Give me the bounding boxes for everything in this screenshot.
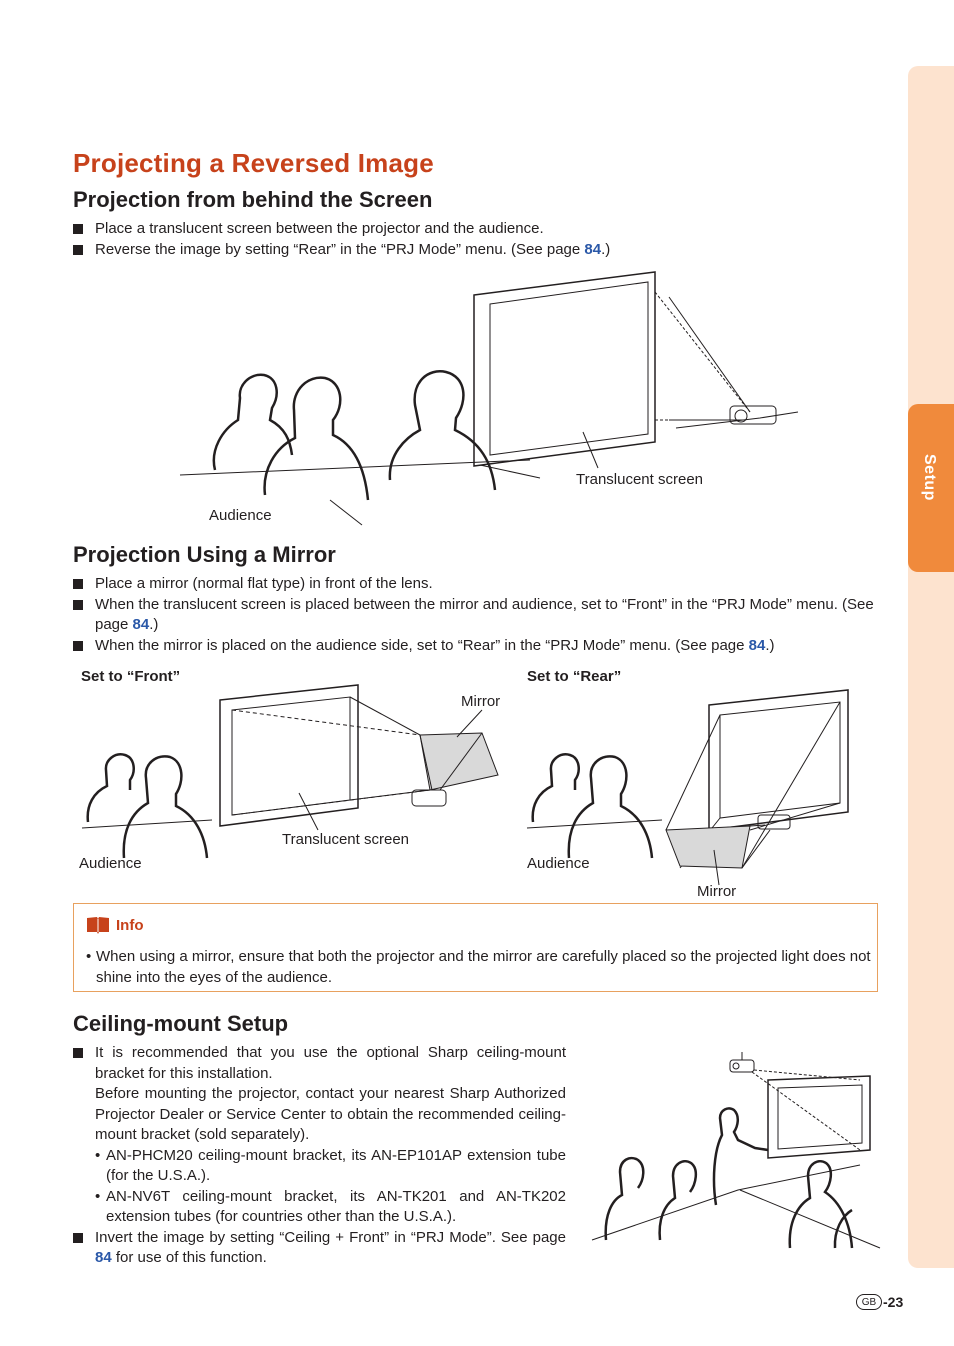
list-item: Place a mirror (normal flat type) in front of the lens. bbox=[73, 574, 883, 595]
page-ref-link[interactable]: 84 bbox=[748, 636, 766, 654]
page-number: GB -23 bbox=[856, 1294, 903, 1310]
label-translucent-screen: Translucent screen bbox=[576, 471, 704, 488]
info-text: • When using a mirror, ensure that both the projector and the mirror are carefully placed so the projected light does not shine into the eyes of the audience. bbox=[86, 946, 876, 988]
sub-item: • AN-PHCM20 ceiling-mount bracket, its AN-EP101AP extension tube (for the U.S.A.). bbox=[95, 1146, 566, 1187]
page-ref-link[interactable]: 84 bbox=[132, 616, 150, 633]
label-set-front: Set to “Front” bbox=[81, 668, 181, 685]
label-front-translucent-screen: Translucent screen bbox=[282, 831, 410, 848]
section-tab-label: Setup bbox=[921, 454, 938, 501]
list-item: When the mirror is placed on the audience side, set to “Rear” in the “PRJ Mode” menu. (See page 84.) bbox=[73, 636, 883, 657]
list-item: Place a translucent screen between the projector and the audience. bbox=[73, 219, 873, 240]
page-title: Projecting a Reversed Image bbox=[73, 148, 434, 178]
label-front-mirror: Mirror bbox=[461, 693, 501, 710]
list-item: It is recommended that you use the optional Sharp ceiling-mount bracket for this installation. Before mounting the projector, contact your nearest Sharp Authorized Projector Dealer or Service Center to obtain the recommended ceiling-mount bracket (sold separately). • AN-PHCM20 ceiling-mount bracket, its AN-EP101AP extension tube (for the U.S.A.). • AN-NV6T ceiling-mount bracket, its AN-TK201 and AN-TK202 extension tubes (for countries other than the U.S.A.). bbox=[73, 1043, 566, 1228]
label-rear-mirror: Mirror bbox=[697, 883, 737, 900]
label-audience: Audience bbox=[209, 507, 272, 524]
info-title: Info bbox=[86, 916, 144, 934]
region-badge: GB bbox=[856, 1294, 882, 1310]
label-front-audience: Audience bbox=[79, 855, 142, 872]
list-item: When the translucent screen is placed between the mirror and audience, set to “Front” in the “PRJ Mode” menu. (See page 84.) bbox=[73, 595, 883, 636]
heading-mirror: Projection Using a Mirror bbox=[73, 542, 336, 567]
label-rear-audience: Audience bbox=[527, 855, 590, 872]
sub-item: • AN-NV6T ceiling-mount bracket, its AN-TK201 and AN-TK202 extension tubes (for countries other than the U.S.A.). bbox=[95, 1187, 566, 1228]
list-item: Reverse the image by setting “Rear” in the “PRJ Mode” menu. (See page 84.) bbox=[73, 240, 873, 261]
heading-ceiling-mount: Ceiling-mount Setup bbox=[73, 1011, 289, 1036]
page-ref-link[interactable]: 84 bbox=[95, 1249, 112, 1266]
page-ref-link[interactable]: 84 bbox=[584, 240, 602, 258]
list-item: Invert the image by setting “Ceiling + Front” in “PRJ Mode”. See page 84 for use of this function. bbox=[73, 1228, 566, 1269]
label-set-rear: Set to “Rear” bbox=[527, 668, 622, 685]
heading-behind-screen: Projection from behind the Screen bbox=[73, 187, 433, 212]
